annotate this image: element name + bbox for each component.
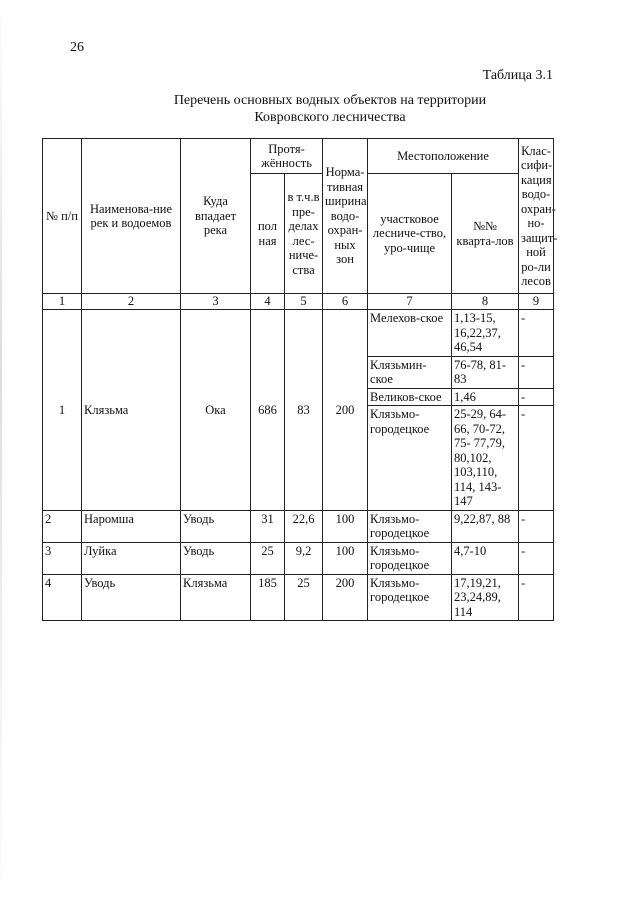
length-inside: 83 bbox=[285, 310, 323, 511]
river-name: Клязьма bbox=[82, 310, 181, 511]
scan-edge bbox=[0, 0, 2, 905]
row-num: 1 bbox=[43, 310, 82, 511]
table-row bbox=[43, 310, 554, 357]
column-number: 2 bbox=[82, 294, 181, 310]
norm-width: 100 bbox=[323, 542, 368, 574]
norm-width: 200 bbox=[323, 310, 368, 511]
header-name: Наименова-ние рек и водоемов bbox=[82, 139, 181, 294]
river-mouth: Уводь bbox=[181, 510, 251, 542]
forestry-cell: Клязьмо-городецкое bbox=[368, 510, 452, 542]
column-number: 9 bbox=[519, 294, 554, 310]
page-number: 26 bbox=[70, 40, 84, 55]
header-row-1 bbox=[43, 139, 554, 174]
table-row bbox=[43, 510, 554, 542]
quarters-cell: 1,13-15, 16,22,37, 46,54 bbox=[452, 310, 519, 357]
row-num: 2 bbox=[43, 510, 82, 542]
forestry-cell: Клязьмин-ское bbox=[368, 356, 452, 388]
header-forestry: участковое лесниче-ство, уро-чище bbox=[368, 174, 452, 294]
row-num: 4 bbox=[43, 574, 82, 621]
length-inside: 9,2 bbox=[285, 542, 323, 574]
classification-cell: - bbox=[519, 542, 554, 574]
column-number: 6 bbox=[323, 294, 368, 310]
column-number: 5 bbox=[285, 294, 323, 310]
quarters-cell: 17,19,21, 23,24,89, 114 bbox=[452, 574, 519, 621]
table-row bbox=[43, 574, 554, 621]
header-length-inside: в т.ч.в пре-делах лес-ниче-ства bbox=[285, 174, 323, 294]
river-name: Уводь bbox=[82, 574, 181, 621]
norm-width: 200 bbox=[323, 574, 368, 621]
length-inside: 22,6 bbox=[285, 510, 323, 542]
river-mouth: Ока bbox=[181, 310, 251, 511]
norm-width: 100 bbox=[323, 510, 368, 542]
table-label: Таблица 3.1 bbox=[482, 68, 553, 83]
classification-cell: - bbox=[519, 388, 554, 406]
header-length-full: пол ная bbox=[251, 174, 285, 294]
row-num: 3 bbox=[43, 542, 82, 574]
classification-cell: - bbox=[519, 510, 554, 542]
water-objects-table bbox=[42, 138, 558, 621]
forestry-cell: Клязьмо-городецкое bbox=[368, 574, 452, 621]
river-mouth: Клязьма bbox=[181, 574, 251, 621]
length-full: 686 bbox=[251, 310, 285, 511]
river-name: Луйка bbox=[82, 542, 181, 574]
forestry-cell: Клязьмо-городецкое bbox=[368, 406, 452, 511]
column-number: 1 bbox=[43, 294, 82, 310]
header-length-group: Протя-жённость bbox=[251, 139, 323, 174]
river-mouth: Уводь bbox=[181, 542, 251, 574]
quarters-cell: 4,7-10 bbox=[452, 542, 519, 574]
header-mouth: Куда впадает река bbox=[181, 139, 251, 294]
forestry-cell: Клязьмо-городецкое bbox=[368, 542, 452, 574]
forestry-cell: Великов-ское bbox=[368, 388, 452, 406]
classification-cell: - bbox=[519, 356, 554, 388]
column-number: 8 bbox=[452, 294, 519, 310]
classification-cell: - bbox=[519, 310, 554, 357]
classification-cell: - bbox=[519, 406, 554, 511]
header-classification: Клас-сифи-кация водо-охран-но-защит-ной ро-ли лесов bbox=[519, 139, 554, 294]
column-number-row bbox=[43, 294, 554, 310]
forestry-cell: Мелехов-ское bbox=[368, 310, 452, 357]
column-number: 7 bbox=[368, 294, 452, 310]
header-num: № п/п bbox=[43, 139, 82, 294]
table-caption-line1: Перечень основных водных объектов на территории bbox=[173, 93, 487, 108]
header-norm-width: Норма-тивная ширина водо-охран-ных зон bbox=[323, 139, 368, 294]
quarters-cell: 25-29, 64-66, 70-72, 75- 77,79, 80,102, 103,110, 114, 143-147 bbox=[452, 406, 519, 511]
length-full: 25 bbox=[251, 542, 285, 574]
table-caption-line2: Ковровского лесничества bbox=[254, 110, 406, 125]
quarters-cell: 1,46 bbox=[452, 388, 519, 406]
length-full: 31 bbox=[251, 510, 285, 542]
column-number: 4 bbox=[251, 294, 285, 310]
classification-cell: - bbox=[519, 574, 554, 621]
table-row bbox=[43, 542, 554, 574]
length-full: 185 bbox=[251, 574, 285, 621]
length-inside: 25 bbox=[285, 574, 323, 621]
quarters-cell: 76-78, 81-83 bbox=[452, 356, 519, 388]
quarters-cell: 9,22,87, 88 bbox=[452, 510, 519, 542]
header-quarters: №№ кварта-лов bbox=[452, 174, 519, 294]
column-number: 3 bbox=[181, 294, 251, 310]
river-name: Наромша bbox=[82, 510, 181, 542]
header-location-group: Местоположение bbox=[368, 139, 519, 174]
